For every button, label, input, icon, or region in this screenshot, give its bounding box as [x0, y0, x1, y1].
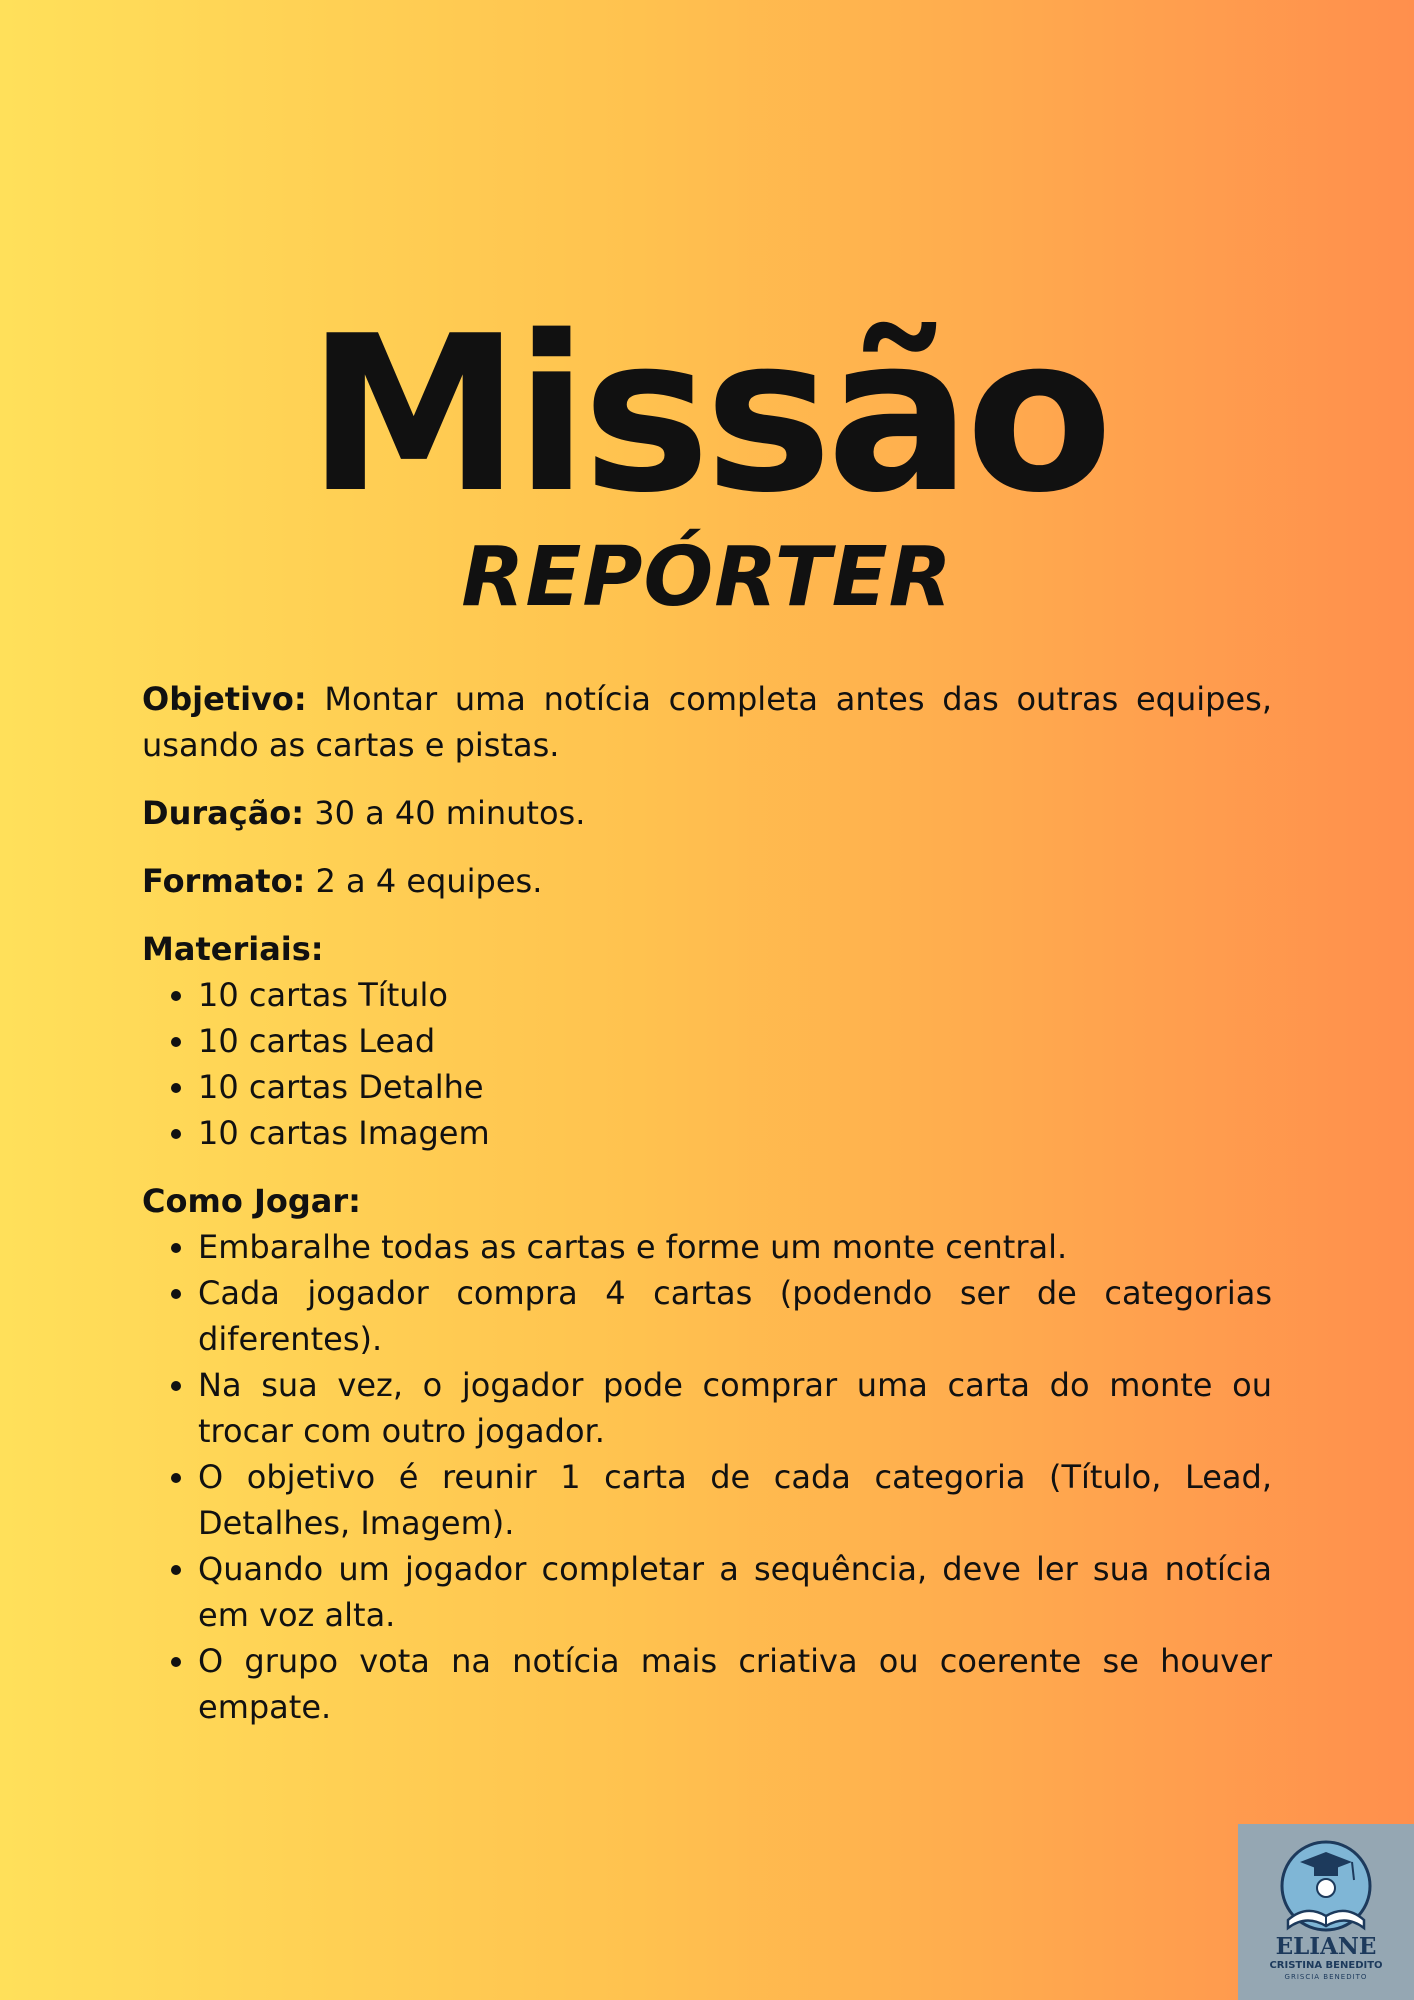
format-text: 2 a 4 equipes.	[305, 862, 543, 900]
materials-title: Materiais:	[142, 930, 324, 968]
how-to-play-title: Como Jogar:	[142, 1182, 361, 1220]
duration-label: Duração:	[142, 794, 305, 832]
list-item: • Cada jogador compra 4 cartas (podendo ser de categorias diferentes).	[198, 1270, 1272, 1362]
materials-list	[142, 972, 1272, 1156]
objective-label: Objetivo:	[142, 680, 307, 718]
logo-tagline: GRISCIA BENEDITO	[1284, 1973, 1368, 1981]
logo-name: ELIANE	[1275, 1933, 1377, 1960]
list-item: • O objetivo é reunir 1 carta de cada categoria (Título, Lead, Detalhes, Imagem).	[198, 1454, 1272, 1546]
objective-paragraph	[142, 676, 1272, 768]
list-item: • Embaralhe todas as cartas e forme um monte central.	[198, 1224, 1272, 1270]
brand-logo	[1238, 1824, 1414, 2000]
list-item: • Na sua vez, o jogador pode comprar uma carta do monte ou trocar com outro jogador.	[198, 1362, 1272, 1454]
list-item: • O grupo vota na notícia mais criativa ou coerente se houver empate.	[198, 1638, 1272, 1730]
list-item: • Quando um jogador completar a sequência, deve ler sua notícia em voz alta.	[198, 1546, 1272, 1638]
format-paragraph	[142, 858, 1272, 904]
duration-paragraph	[142, 790, 1272, 836]
logo-subname: CRISTINA BENEDITO	[1269, 1960, 1383, 1971]
list-item: • 10 cartas Lead	[198, 1018, 1272, 1064]
rules-content	[142, 676, 1272, 1752]
format-label: Formato:	[142, 862, 306, 900]
objective-text: Montar uma notícia completa antes das outras equipes, usando as cartas e pistas.	[142, 680, 1272, 764]
duration-text: 30 a 40 minutos.	[304, 794, 586, 832]
list-item: • 10 cartas Imagem	[198, 1110, 1272, 1156]
how-to-play-list	[142, 1224, 1272, 1730]
page-subtitle: REPÓRTER	[461, 530, 953, 625]
page-title: Missão	[306, 289, 1108, 540]
list-item: • 10 cartas Título	[198, 972, 1272, 1018]
list-item: • 10 cartas Detalhe	[198, 1064, 1272, 1110]
